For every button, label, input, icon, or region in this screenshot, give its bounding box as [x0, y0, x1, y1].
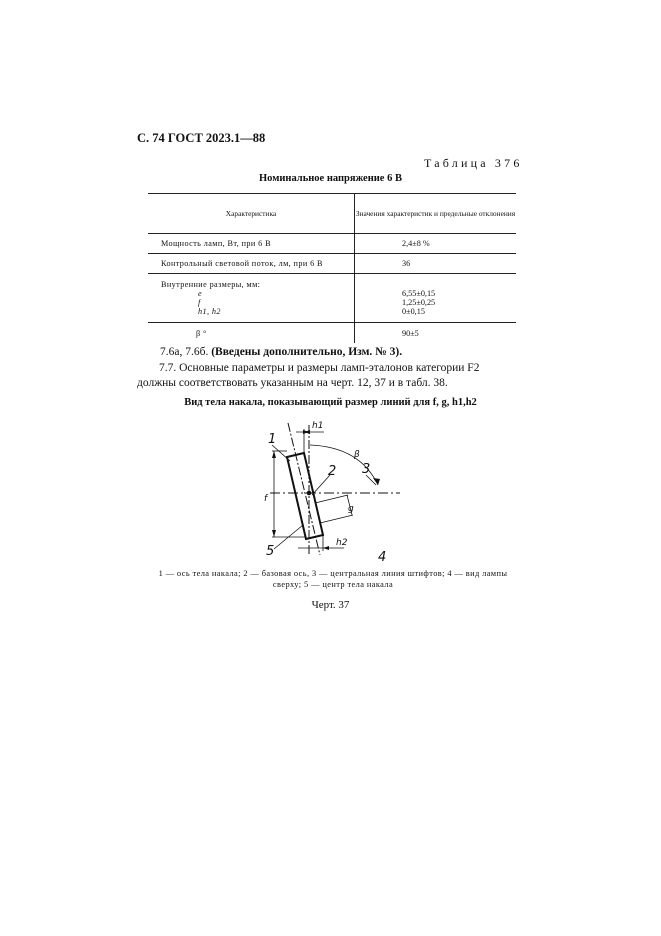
label-2: 2	[328, 464, 337, 479]
dimension-label-e: e	[198, 289, 203, 298]
row-key-beta: β °	[148, 323, 355, 344]
column-header-values: Значения характеристик и предельные отклонения	[355, 209, 516, 218]
row-key-luminous-flux: Контрольный световой поток, лм, при 6 В	[148, 254, 355, 274]
label-f: f	[264, 494, 268, 504]
table-title: Номинальное напряжение 6 В	[259, 173, 402, 184]
paragraph-amendment	[160, 346, 402, 358]
table-row	[148, 254, 516, 274]
page-header: С. 74 ГОСТ 2023.1—88	[137, 131, 266, 145]
table-header-row	[148, 194, 516, 234]
dimension-label-h: h1, h2	[198, 307, 221, 316]
dimension-value-f: 1,25±0,25	[402, 298, 436, 307]
paragraph-amendment-note: (Введены дополнительно, Изм. № 3).	[211, 346, 403, 358]
filament-body	[287, 453, 323, 539]
label-g: g	[348, 504, 354, 514]
dimension-value-e: 6,55±0,15	[402, 289, 436, 298]
figure-number: Черт. 37	[311, 599, 350, 611]
paragraph-amendment-number: 7.6а, 7.6б.	[160, 346, 209, 358]
row-value-inner-dimensions	[355, 274, 517, 323]
figure-title: Вид тела накала, показывающий размер линий для f, g, h1,h2	[184, 397, 477, 408]
row-value-power: 2,4±8 %	[402, 239, 430, 248]
label-3: 3	[362, 462, 371, 477]
label-4: 4	[378, 550, 387, 565]
row-key-power: Мощность ламп, Вт, при 6 В	[148, 234, 355, 254]
column-header-characteristic: Характеристика	[148, 194, 355, 234]
dimension-label-f: f	[198, 298, 201, 307]
label-h2: h2	[336, 538, 348, 548]
label-1: 1	[268, 432, 277, 447]
row-value-beta: 90±5	[402, 328, 419, 338]
table-row	[148, 323, 516, 344]
label-h1: h1	[312, 421, 324, 431]
label-5: 5	[266, 544, 275, 559]
paragraph-7-7: 7.7. Основные параметры и размеры ламп-эталонов категории F2 должны соответствовать указанным на черт. 12, 37 и в табл. 38.	[137, 362, 480, 389]
figure-caption: 1 — ось тела накала; 2 — базовая ось, 3 — центральная линия штифтов; 4 — вид лампы сверху; 5 — центр тела накала	[158, 569, 508, 589]
row-key-inner-dimensions	[148, 274, 355, 323]
label-beta: β	[354, 450, 360, 460]
dimension-value-h: 0±0,15	[402, 307, 425, 316]
table-row	[148, 234, 516, 254]
row-value-luminous-flux: 36	[402, 259, 411, 268]
table-row	[148, 274, 516, 323]
table-label: Таблица 376	[424, 156, 523, 170]
inner-dimensions-label: Внутренние размеры, мм:	[161, 280, 261, 289]
filament-drawing	[250, 415, 410, 565]
parameters-table	[148, 193, 516, 343]
